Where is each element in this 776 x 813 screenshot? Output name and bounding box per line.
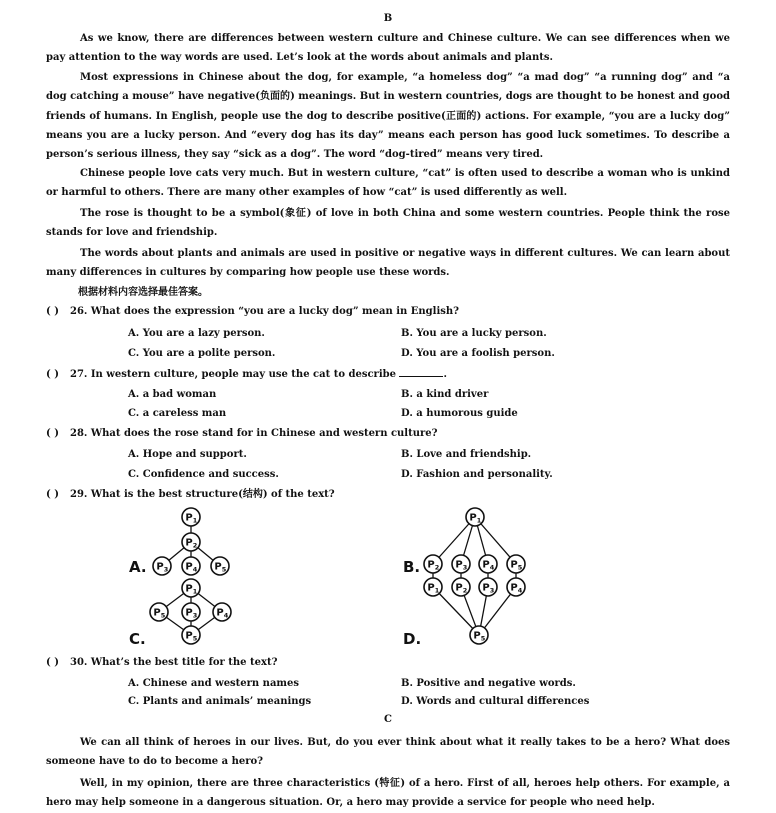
diagram-label-a: A. xyxy=(129,558,147,576)
question-stem: 27. In western culture, people may use the cat to describe xyxy=(70,369,396,380)
diagram-a-node xyxy=(182,508,200,526)
svg-text:P: P xyxy=(216,607,224,619)
diagram-a-node xyxy=(182,533,200,551)
diagram-label-c: C. xyxy=(129,630,146,647)
fill-in-blank[interactable] xyxy=(399,367,443,377)
svg-text:P: P xyxy=(185,512,193,524)
svg-text:P: P xyxy=(455,582,463,594)
option-28-d: D. Fashion and personality. xyxy=(401,469,553,480)
svg-text:P: P xyxy=(427,582,435,594)
svg-text:3: 3 xyxy=(489,586,495,595)
option-26-c: C. You are a polite person. xyxy=(128,348,276,359)
svg-text:P: P xyxy=(185,583,193,595)
svg-text:1: 1 xyxy=(192,587,198,596)
passage-b-paragraph-4: The rose is thought to be a symbol(象征) of love in both China and some western countries. People think the rose stands for love and friendship. xyxy=(46,208,730,239)
svg-text:4: 4 xyxy=(223,611,229,620)
answer-blank[interactable]: ( ) xyxy=(46,428,59,439)
section-b-heading: B xyxy=(383,13,393,24)
svg-text:P: P xyxy=(482,582,490,594)
passage-c-paragraph-1: We can all think of heroes in our lives. But, do you ever think about what it really takes to be a hero? What does someone have to do to become a hero? xyxy=(46,737,730,768)
svg-text:P: P xyxy=(427,559,435,571)
svg-text:1: 1 xyxy=(192,516,198,525)
svg-text:5: 5 xyxy=(221,565,227,574)
option-27-d: D. a humorous guide xyxy=(401,408,518,419)
passage-b-paragraph-5: The words about plants and animals are used in positive or negative ways in different cultures. We can learn about many differences in cultures by comparing how people use these words. xyxy=(46,248,730,279)
question-stem: 29. What is the best structure(结构) of the text? xyxy=(70,489,335,500)
diagram-c-node xyxy=(182,603,200,621)
svg-text:P: P xyxy=(510,582,518,594)
option-30-d: D. Words and cultural differences xyxy=(401,696,590,707)
diagram-b-node xyxy=(424,578,442,596)
svg-text:3: 3 xyxy=(462,563,468,572)
diagram-b-node xyxy=(452,578,470,596)
svg-text:P: P xyxy=(482,559,490,571)
diagram-b-node xyxy=(479,578,497,596)
svg-text:P: P xyxy=(469,512,477,524)
option-26-a: A. You are a lazy person. xyxy=(128,328,265,339)
passage-b-paragraph-2: Most expressions in Chinese about the dog, for example, “a homeless dog” “a mad dog” “a running dog” and “a dog catching a mouse” have negative(负面的) meanings. But in western countries, dogs are thought to be honest and good friends of humans. In English, people use the dog to describe positive(正面的) actions. For example, “you are a lucky dog” means you are a lucky person. And “every dog has its day” means each person has good luck sometimes. To describe a person’s serious illness, they say “sick as a dog”. The word “dog-tired” means very tired. xyxy=(46,72,730,161)
svg-text:P: P xyxy=(214,561,222,573)
option-27-b: B. a kind driver xyxy=(401,389,489,400)
svg-text:P: P xyxy=(473,630,481,642)
svg-text:4: 4 xyxy=(489,563,495,572)
svg-text:P: P xyxy=(185,537,193,549)
svg-text:2: 2 xyxy=(434,563,440,572)
diagram-option-labels xyxy=(129,558,421,647)
option-26-b: B. You are a lucky person. xyxy=(401,328,547,339)
diagram-label-b: B. xyxy=(403,558,421,576)
question-stem: 30. What’s the best title for the text? xyxy=(70,657,278,668)
answer-blank[interactable]: ( ) xyxy=(46,369,59,380)
question-28 xyxy=(46,427,438,441)
svg-text:P: P xyxy=(455,559,463,571)
svg-text:P: P xyxy=(156,561,164,573)
svg-text:5: 5 xyxy=(517,563,523,572)
svg-text:2: 2 xyxy=(462,586,468,595)
svg-text:1: 1 xyxy=(476,516,482,525)
option-28-a: A. Hope and support. xyxy=(128,449,247,460)
question-stem-end: . xyxy=(443,369,447,380)
question-29 xyxy=(46,488,335,502)
option-28-c: C. Confidence and success. xyxy=(128,469,279,480)
section-c-heading: C xyxy=(384,714,392,725)
answer-blank[interactable]: ( ) xyxy=(46,489,59,500)
diagram-b-node xyxy=(466,508,484,526)
diagram-b-node xyxy=(452,555,470,573)
question-stem: 28. What does the rose stand for in Chinese and western culture? xyxy=(70,428,438,439)
structure-diagrams xyxy=(120,503,560,647)
question-30 xyxy=(46,656,277,670)
svg-text:5: 5 xyxy=(160,611,166,620)
svg-text:4: 4 xyxy=(192,565,198,574)
diagram-connectors xyxy=(159,517,516,635)
option-30-a: A. Chinese and western names xyxy=(128,678,300,689)
svg-text:5: 5 xyxy=(192,634,198,643)
option-30-b: B. Positive and negative words. xyxy=(401,678,576,689)
answer-blank[interactable]: ( ) xyxy=(46,306,59,317)
diagram-label-d: D. xyxy=(403,630,422,647)
svg-text:4: 4 xyxy=(517,586,523,595)
diagram-b-node xyxy=(507,578,525,596)
instruction: 根据材料内容选择最佳答案。 xyxy=(78,287,208,298)
passage-b-paragraph-1: As we know, there are differences between western culture and Chinese culture. We can see differences when we pay attention to the way words are used. Let’s look at the words about animals and plants. xyxy=(46,33,730,64)
passage-c-paragraph-2: Well, in my opinion, there are three characteristics (特征) of a hero. First of all, heroes help others. For example, a hero may help someone in a dangerous situation. Or, a hero may provide a service for people who need help. xyxy=(46,778,730,809)
passage-b-paragraph-3: Chinese people love cats very much. But in western culture, “cat” is often used to describe a woman who is unkind or harmful to others. There are many other examples of how “cat” is used differently as well. xyxy=(46,168,730,199)
diagram-a-node xyxy=(182,557,200,575)
svg-text:P: P xyxy=(153,607,161,619)
diagram-c-node xyxy=(182,579,200,597)
diagram-b-node xyxy=(479,555,497,573)
svg-text:3: 3 xyxy=(163,565,169,574)
svg-text:P: P xyxy=(510,559,518,571)
svg-text:P: P xyxy=(185,607,193,619)
question-27 xyxy=(46,367,447,382)
svg-text:P: P xyxy=(185,561,193,573)
diagram-c-node xyxy=(182,626,200,644)
diagram-c-node xyxy=(213,603,231,621)
question-stem: 26. What does the expression “you are a lucky dog” mean in English? xyxy=(70,306,460,317)
option-27-c: C. a careless man xyxy=(128,408,227,419)
svg-text:3: 3 xyxy=(192,611,198,620)
option-26-d: D. You are a foolish person. xyxy=(401,348,555,359)
svg-text:5: 5 xyxy=(480,634,486,643)
svg-text:2: 2 xyxy=(192,541,198,550)
diagram-a-node xyxy=(211,557,229,575)
svg-text:P: P xyxy=(185,630,193,642)
option-28-b: B. Love and friendship. xyxy=(401,449,532,460)
answer-blank[interactable]: ( ) xyxy=(46,657,59,668)
option-30-c: C. Plants and animals’ meanings xyxy=(128,696,312,707)
diagram-b-node xyxy=(507,555,525,573)
option-27-a: A. a bad woman xyxy=(128,389,217,400)
diagram-c-node xyxy=(150,603,168,621)
diagram-b-node xyxy=(470,626,488,644)
svg-text:1: 1 xyxy=(434,586,440,595)
question-26 xyxy=(46,305,459,319)
diagram-b-node xyxy=(424,555,442,573)
diagram-a-node xyxy=(153,557,171,575)
